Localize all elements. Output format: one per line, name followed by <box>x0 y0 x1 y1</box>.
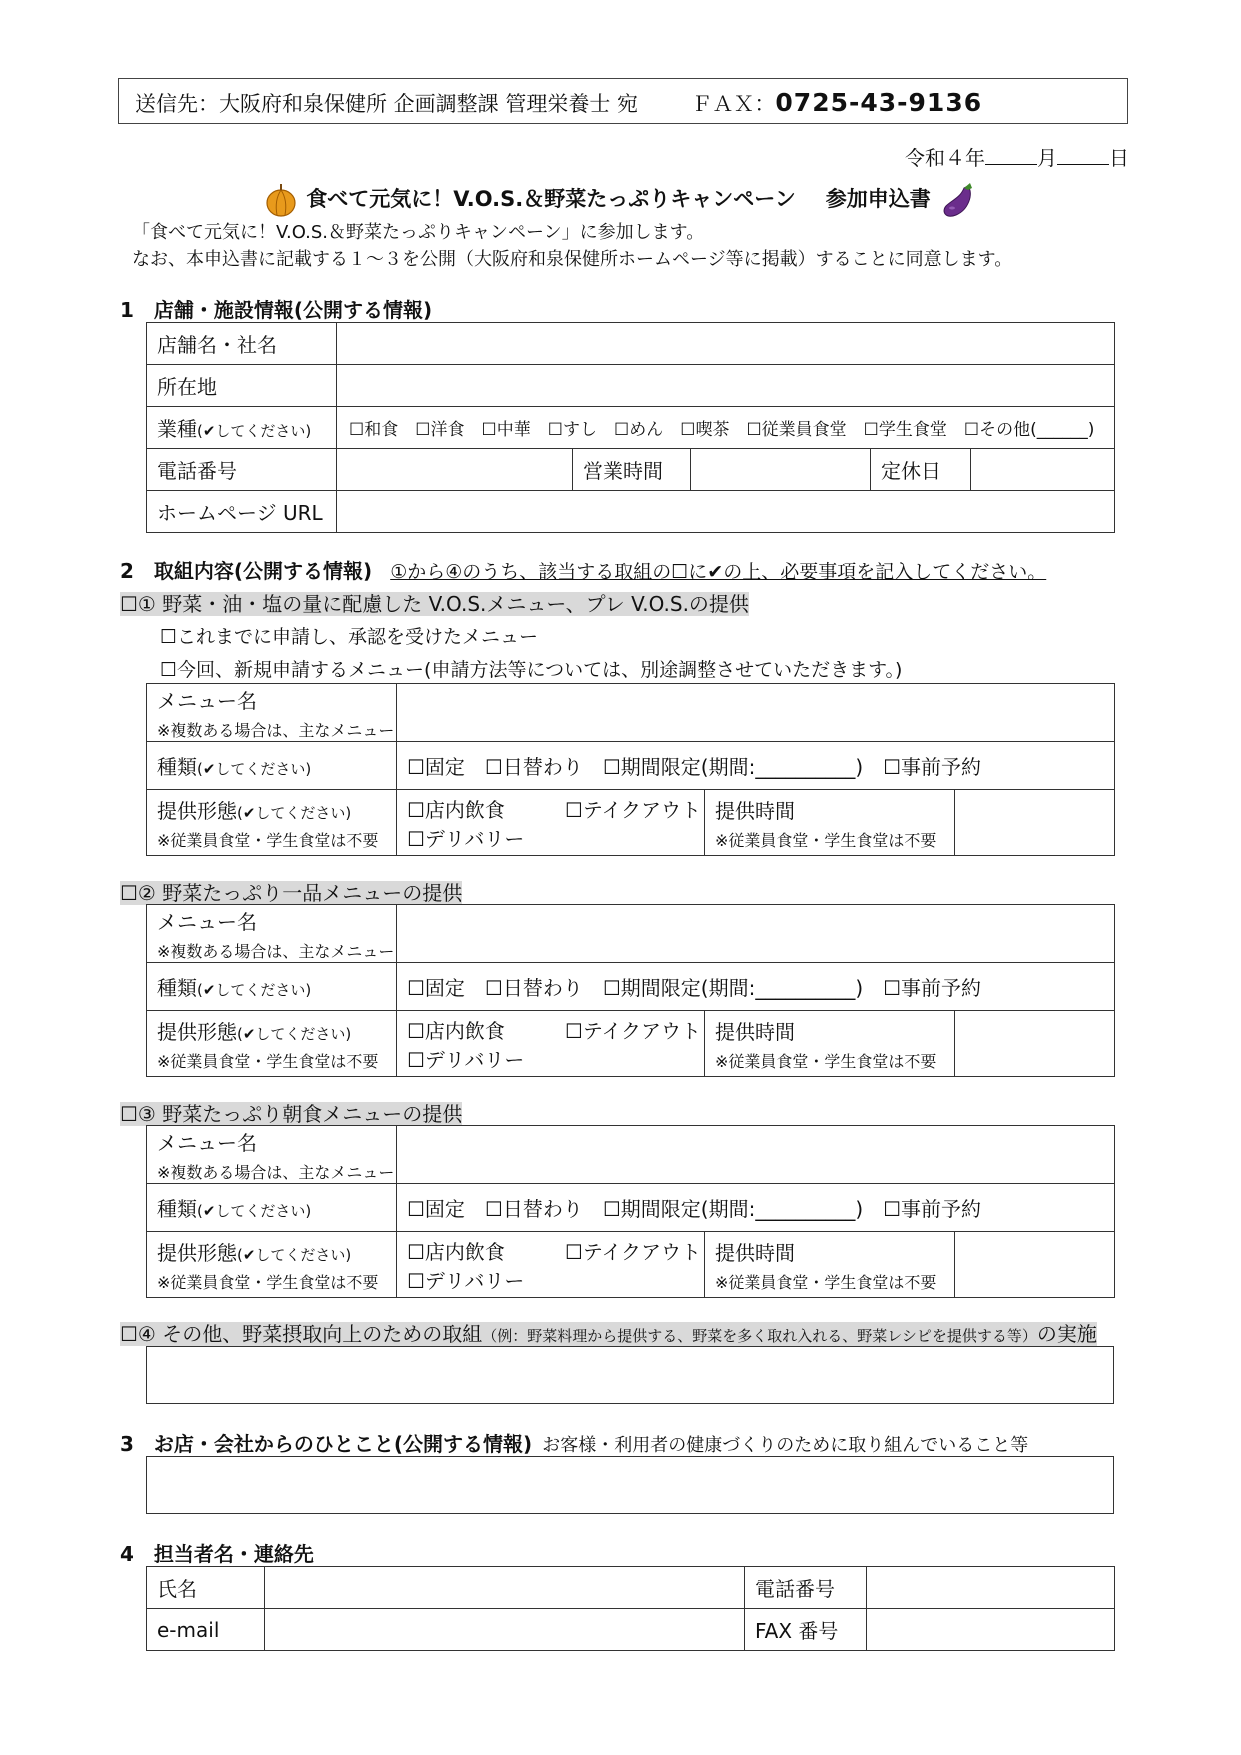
menu-name-field[interactable] <box>397 905 1115 963</box>
type-label: 種類(✔してください) <box>147 742 397 790</box>
holiday-field[interactable] <box>971 449 1115 491</box>
form-options[interactable]: ☐店内飲食 ☐テイクアウト ☐デリバリー <box>397 790 705 856</box>
type-options[interactable]: ☐固定 ☐日替わり ☐期間限定(期間:__________) ☐事前予約 <box>397 963 1115 1011</box>
contact-phone-field[interactable] <box>867 1567 1115 1609</box>
menu-name-label: メニュー名 ※複数ある場合は、主なメニュー <box>147 905 397 963</box>
contact-name-label: 氏名 <box>147 1567 265 1609</box>
time-label: 提供時間 ※従業員食堂・学生食堂は不要 <box>705 1011 955 1077</box>
contact-email-field[interactable] <box>265 1609 745 1651</box>
item1-option-new[interactable]: ☐今回、新規申請するメニュー(申請方法等については、別途調整させていただきます。) <box>160 659 903 681</box>
contact-fax-field[interactable] <box>867 1609 1115 1651</box>
item4-title[interactable]: ☐④ その他、野菜摂取向上のための取組（例：野菜料理から提供する、野菜を多く取れ入れる、野菜レシピを提供する等）の実施 <box>120 1322 1097 1346</box>
address-label: 所在地 <box>147 365 337 407</box>
menu-name-label: メニュー名 ※複数ある場合は、主なメニュー <box>147 1126 397 1184</box>
day-field[interactable] <box>1057 146 1109 165</box>
hours-field[interactable] <box>691 449 871 491</box>
form-label: 提供形態(✔してください) ※従業員食堂・学生食堂は不要 <box>147 790 397 856</box>
time-label: 提供時間 ※従業員食堂・学生食堂は不要 <box>705 790 955 856</box>
intro-line-1: 「食べて元気に！V.O.S.＆野菜たっぷりキャンペーン」に参加します。 <box>132 222 705 243</box>
store-info-table <box>146 322 1115 533</box>
item4-example: （例：野菜料理から提供する、野菜を多く取れ入れる、野菜レシピを提供する等） <box>482 1327 1037 1345</box>
phone-field[interactable] <box>337 449 573 491</box>
section3-note: お客様・利用者の健康づくりのために取り組んでいること等 <box>542 1435 1029 1456</box>
category-options[interactable]: ☐和食 ☐洋食 ☐中華 ☐すし ☐めん ☐喫茶 ☐従業員食堂 ☐学生食堂 ☐その他(______) <box>337 407 1115 449</box>
item2-title[interactable]: ☐② 野菜たっぷり一品メニューの提供 <box>120 881 463 905</box>
type-options[interactable]: ☐固定 ☐日替わり ☐期間限定(期間:__________) ☐事前予約 <box>397 1184 1115 1232</box>
item2-menu-table <box>146 904 1115 1077</box>
onion-icon <box>263 182 299 218</box>
menu-name-field[interactable] <box>397 1126 1115 1184</box>
type-label: 種類(✔してください) <box>147 1184 397 1232</box>
homepage-field[interactable] <box>337 491 1115 533</box>
item3-title[interactable]: ☐③ 野菜たっぷり朝食メニューの提供 <box>120 1102 463 1126</box>
homepage-label: ホームページ URL <box>147 491 337 533</box>
intro-line-2: なお、本申込書に記載する１～３を公開（大阪府和泉保健所ホームページ等に掲載）することに同意します。 <box>132 249 1013 270</box>
fax-destination: 送信先：大阪府和泉保健所 企画調整課 管理栄養士 宛 <box>135 92 639 116</box>
type-options[interactable]: ☐固定 ☐日替わり ☐期間限定(期間:__________) ☐事前予約 <box>397 742 1115 790</box>
section4-heading: 4 担当者名・連絡先 <box>120 1542 314 1566</box>
item1-menu-table <box>146 683 1115 856</box>
time-field[interactable] <box>955 1011 1115 1077</box>
item3-menu-table <box>146 1125 1115 1298</box>
date-line <box>905 142 1129 171</box>
title-suffix: 参加申込書 <box>825 187 931 211</box>
fax-header-box <box>118 78 1128 124</box>
store-name-field[interactable] <box>337 323 1115 365</box>
fax-number: 0725-43-9136 <box>775 88 983 117</box>
form-options[interactable]: ☐店内飲食 ☐テイクアウト ☐デリバリー <box>397 1011 705 1077</box>
contact-email-label: e-mail <box>147 1609 265 1651</box>
time-field[interactable] <box>955 1232 1115 1298</box>
date-day: 日 <box>1109 146 1129 170</box>
form-options[interactable]: ☐店内飲食 ☐テイクアウト ☐デリバリー <box>397 1232 705 1298</box>
hours-label: 営業時間 <box>573 449 691 491</box>
contact-name-field[interactable] <box>265 1567 745 1609</box>
contact-table <box>146 1566 1115 1651</box>
category-label: 業種(✔してください) <box>147 407 337 449</box>
section2-instruction: ①から④のうち、該当する取組の☐に✔の上、必要事項を記入してください。 <box>390 561 1047 583</box>
time-label: 提供時間 ※従業員食堂・学生食堂は不要 <box>705 1232 955 1298</box>
item1-option-existing[interactable]: ☐これまでに申請し、承認を受けたメニュー <box>160 626 539 648</box>
form-title <box>0 180 1241 220</box>
type-label: 種類(✔してください) <box>147 963 397 1011</box>
contact-fax-label: FAX 番号 <box>745 1609 867 1651</box>
form-label: 提供形態(✔してください) ※従業員食堂・学生食堂は不要 <box>147 1232 397 1298</box>
menu-name-label: メニュー名 ※複数ある場合は、主なメニュー <box>147 684 397 742</box>
eggplant-icon <box>938 180 978 220</box>
address-field[interactable] <box>337 365 1115 407</box>
store-name-label: 店舗名・社名 <box>147 323 337 365</box>
date-era: 令和４年 <box>905 146 985 170</box>
section3-heading: 3 お店・会社からのひとこと(公開する情報) お客様・利用者の健康づくりのために取り組んでいること等 <box>120 1432 1029 1456</box>
month-field[interactable] <box>985 146 1037 165</box>
item4-field[interactable] <box>146 1346 1114 1404</box>
form-label: 提供形態(✔してください) ※従業員食堂・学生食堂は不要 <box>147 1011 397 1077</box>
section2-heading: 2 取組内容(公開する情報) ①から④のうち、該当する取組の☐に✔の上、必要事項を記入してください。 <box>120 559 1047 583</box>
holiday-label: 定休日 <box>871 449 971 491</box>
section1-heading: 1 店舗・施設情報(公開する情報) <box>120 298 433 322</box>
phone-label: 電話番号 <box>147 449 337 491</box>
item1-title[interactable]: ☐① 野菜・油・塩の量に配慮した V.O.S.メニュー、プレ V.O.S.の提供 <box>120 592 749 616</box>
comment-field[interactable] <box>146 1456 1114 1514</box>
time-field[interactable] <box>955 790 1115 856</box>
menu-name-field[interactable] <box>397 684 1115 742</box>
title-main: 食べて元気に！V.O.S.＆野菜たっぷりキャンペーン <box>306 187 796 211</box>
contact-phone-label: 電話番号 <box>745 1567 867 1609</box>
date-month: 月 <box>1037 146 1057 170</box>
fax-label: ＦＡＸ： <box>691 92 776 116</box>
